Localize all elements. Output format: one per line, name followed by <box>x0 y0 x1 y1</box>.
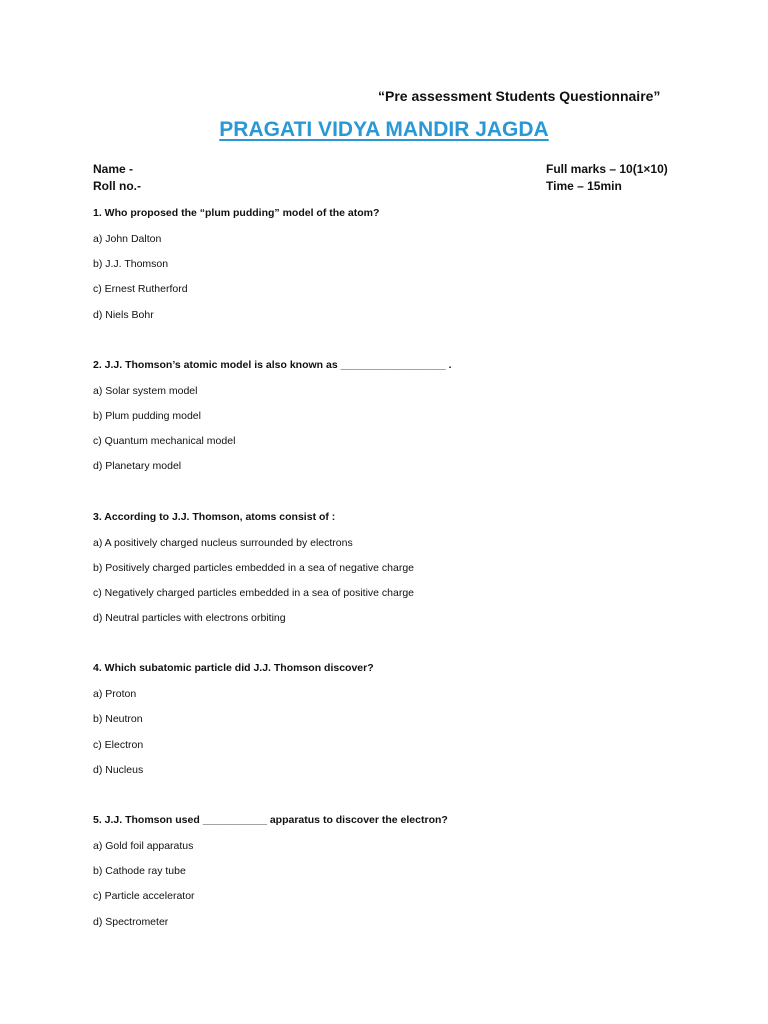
document-subtitle: “Pre assessment Students Questionnaire” <box>378 88 661 104</box>
question-text: 5. J.J. Thomson used ___________ apparatus to discover the electron? <box>93 814 448 826</box>
question-4 <box>93 661 693 788</box>
option-b: b) J.J. Thomson <box>93 258 169 271</box>
option-a: a) Solar system model <box>93 384 198 397</box>
option-c: c) Negatively charged particles embedded in a sea of positive charge <box>93 586 415 599</box>
question-text: 4. Which subatomic particle did J.J. Thomson discover? <box>93 662 374 675</box>
option-a: a) John Dalton <box>93 233 162 245</box>
name-label: Name - <box>93 162 134 176</box>
option-d: d) Neutral particles with electrons orbiting <box>93 612 286 625</box>
option-b: b) Cathode ray tube <box>93 865 186 878</box>
option-d: d) Spectrometer <box>93 915 169 928</box>
school-title: PRAGATI VIDYA MANDIR JAGDA <box>219 118 549 141</box>
question-5 <box>93 813 693 940</box>
option-a: a) Proton <box>93 688 137 701</box>
full-marks-label: Full marks – 10(1×10) <box>546 162 668 176</box>
question-3 <box>93 510 693 637</box>
option-b: b) Positively charged particles embedded in a sea of negative charge <box>93 561 415 574</box>
option-b: b) Plum pudding model <box>93 409 201 422</box>
question-2 <box>93 358 693 485</box>
option-a: a) Gold foil apparatus <box>93 840 194 852</box>
option-d: d) Nucleus <box>93 763 144 776</box>
option-b: b) Neutron <box>93 713 143 726</box>
option-c: c) Ernest Rutherford <box>93 283 188 296</box>
option-c: c) Quantum mechanical model <box>93 435 236 448</box>
roll-number-label: Roll no.- <box>93 179 141 193</box>
option-a: a) A positively charged nucleus surrounded by electrons <box>93 536 353 549</box>
question-text: 3. According to J.J. Thomson, atoms consist of : <box>93 510 336 523</box>
question-text: 1. Who proposed the “plum pudding” model of the atom? <box>93 207 380 219</box>
time-label: Time – 15min <box>546 179 622 193</box>
option-c: c) Electron <box>93 738 144 751</box>
question-1 <box>93 206 693 333</box>
question-list <box>93 206 693 940</box>
option-d: d) Niels Bohr <box>93 308 154 321</box>
option-d: d) Planetary model <box>93 460 182 473</box>
question-text: 2. J.J. Thomson’s atomic model is also known as __________________ . <box>93 358 452 371</box>
option-c: c) Particle accelerator <box>93 890 195 903</box>
